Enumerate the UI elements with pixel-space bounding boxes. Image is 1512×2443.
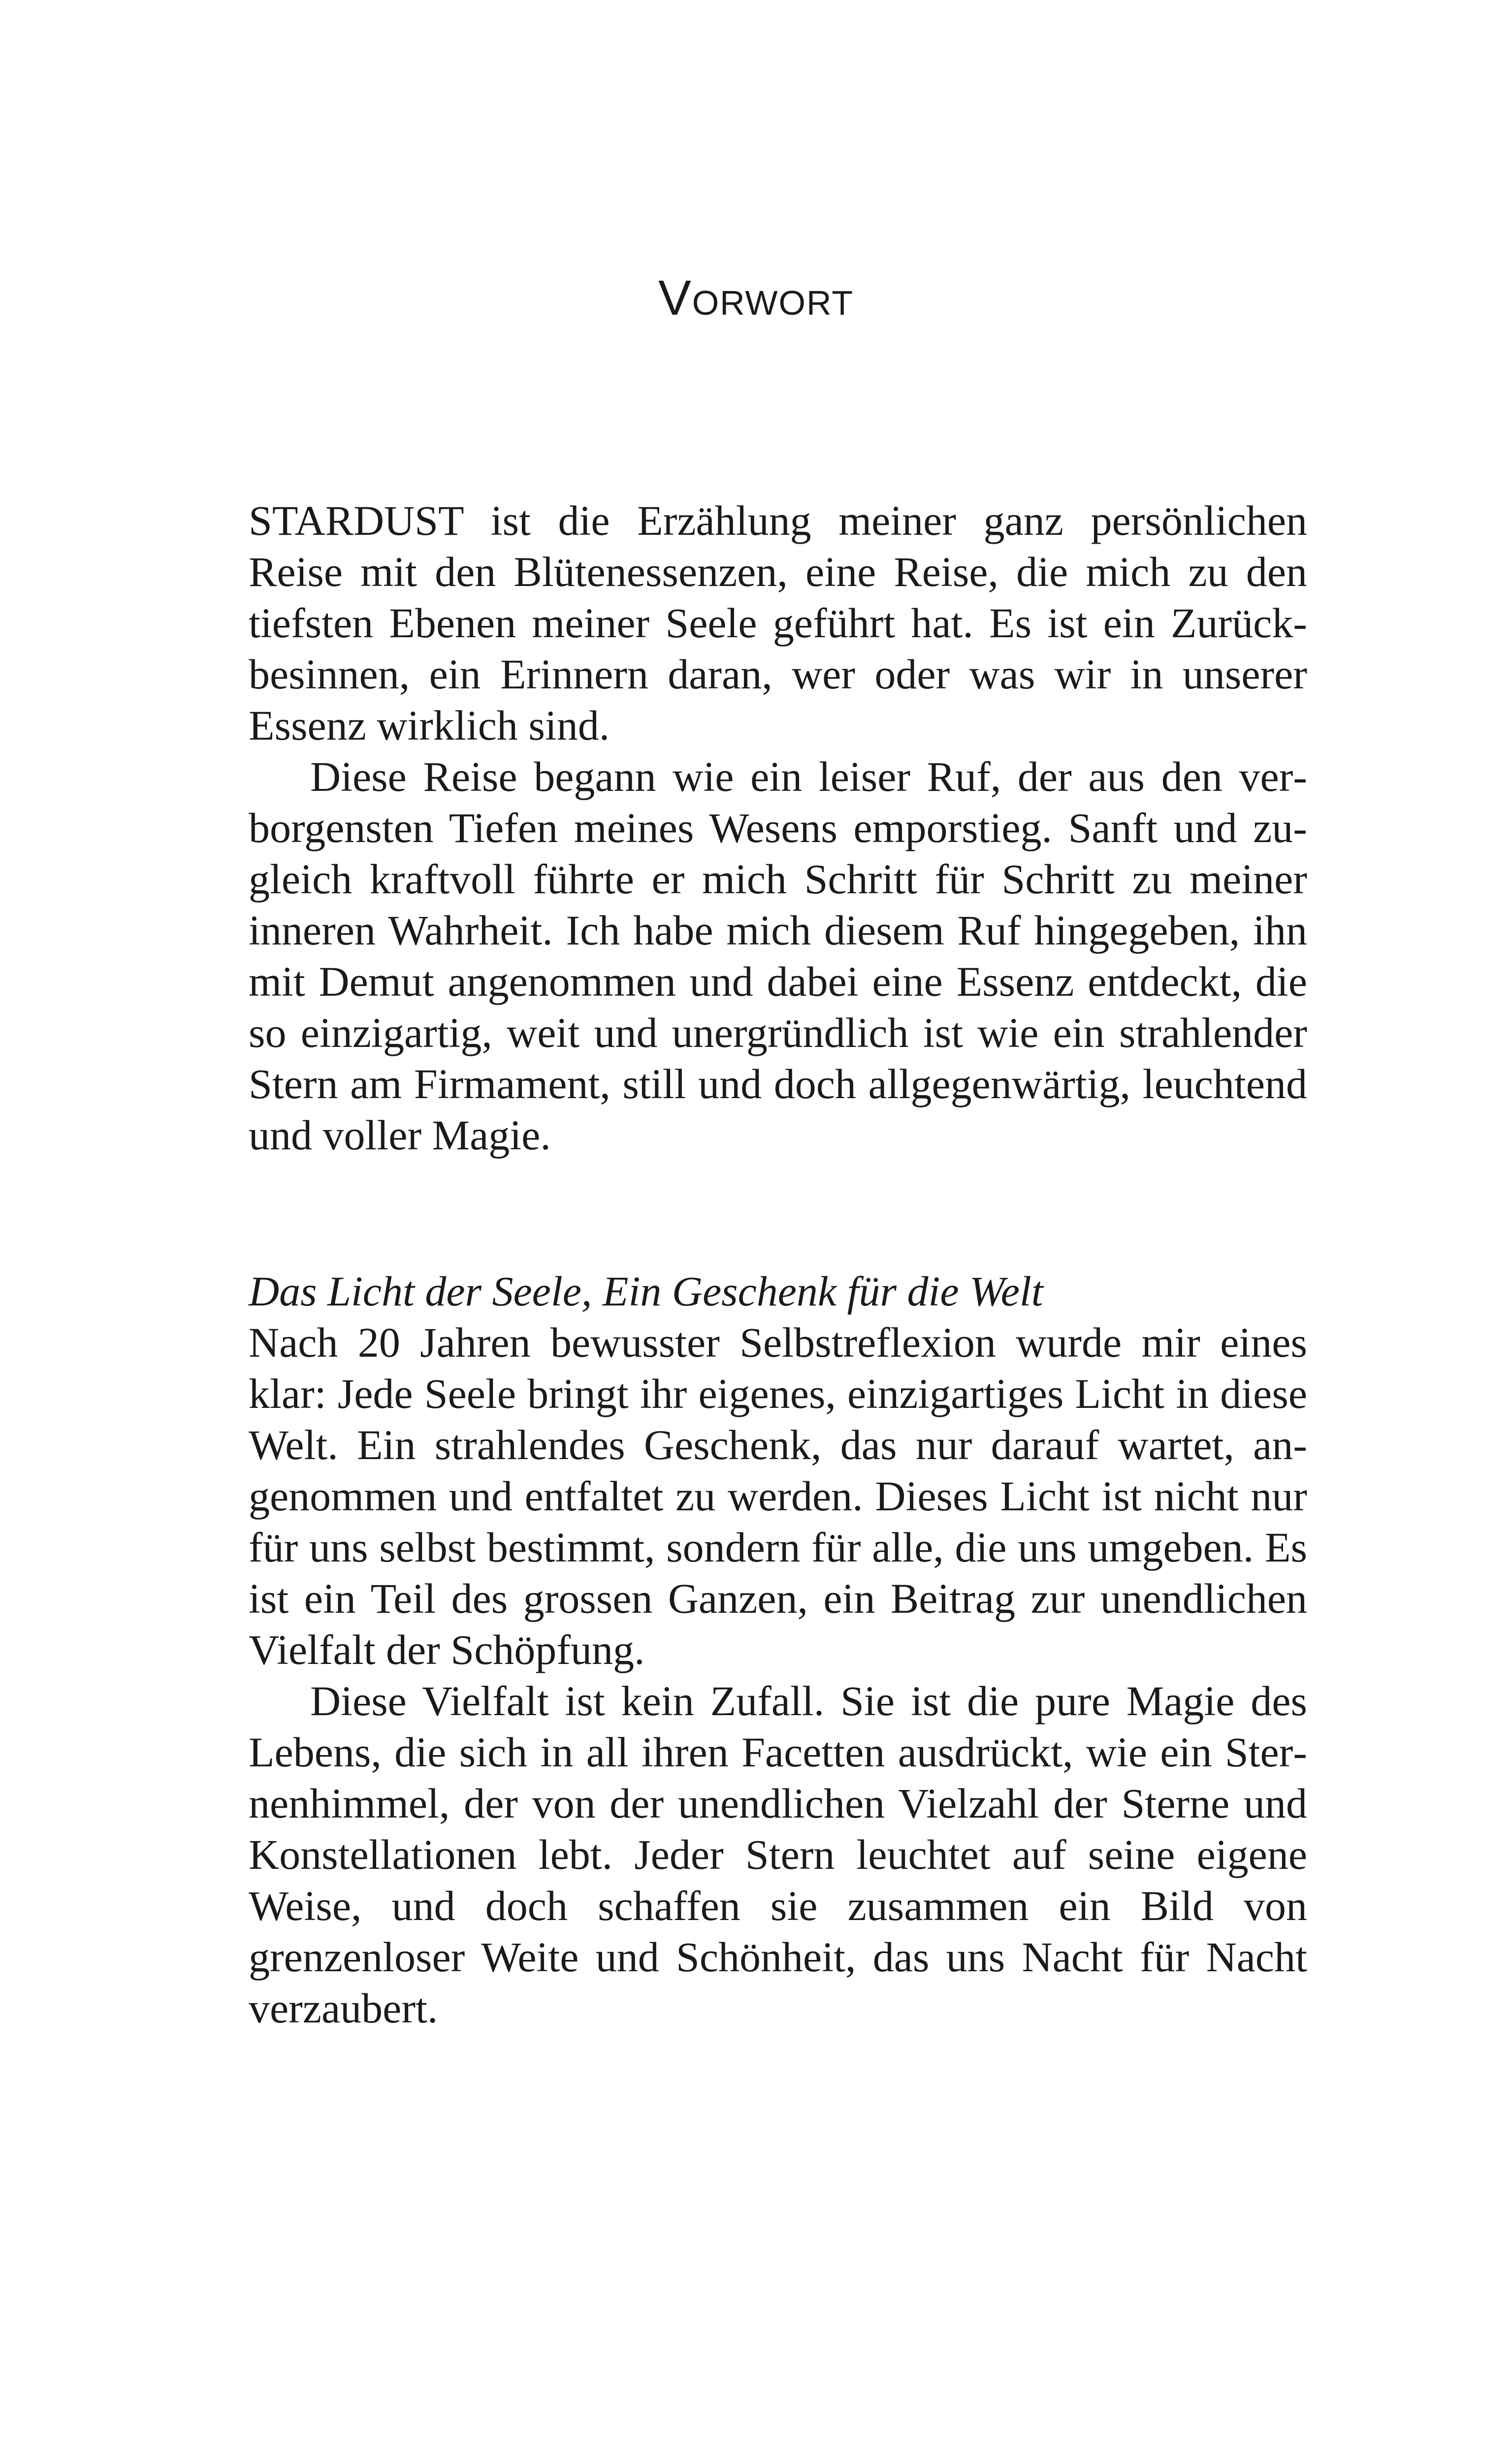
chapter-title: Vorwort [658, 270, 854, 326]
intro-paragraph-2: Diese Reise begann wie ein leiser Ruf, der aus den verborgensten Tiefen meines Wesens emporstieg. Sanft und zugleich kraftvoll führte er mich Schritt für Schritt zu meiner inneren Wahrheit. Ich habe mich diesem Ruf hingegeben, ihn mit Demut angenommen und dabei eine Essenz entdeckt, die so einzigartig, weit und unergründlich ist wie ein strahlender Stern am Firmament, still und doch allgegenwärtig, leuchtend und voller Magie. [249, 753, 1307, 1159]
light-of-soul-section [249, 1266, 1307, 2034]
intro-section [249, 495, 1307, 1161]
section-heading: Das Licht der Seele, Ein Geschenk für die Welt [249, 1268, 1043, 1315]
intro-paragraph-1: STARDUST ist die Erzählung meiner ganz persönlichen Reise mit den Blütenessenzen, eine Reise, die mich zu den tiefsten Ebenen meiner Seele geführt hat. Es ist ein Zurückbesinnen, ein Erinnern daran, wer oder was wir in unserer Essenz wirklich sind. [249, 497, 1307, 749]
section-paragraph-1: Nach 20 Jahren bewusster Selbstreflexion wurde mir eines klar: Jede Seele bringt ihr eigenes, einzigartiges Licht in diese Welt. Ein strahlendes Geschenk, das nur darauf wartet, angenommen und entfaltet zu werden. Dieses Licht ist nicht nur für uns selbst bestimmt, sondern für alle, die uns umgeben. Es ist ein Teil des grossen Ganzen, ein Beitrag zur unendlichen Vielfalt der Schöpfung. [249, 1319, 1307, 1673]
section-paragraph-2: Diese Vielfalt ist kein Zufall. Sie ist die pure Magie des Lebens, die sich in all ihren Facetten ausdrückt, wie ein Sternenhimmel, der von der unendlichen Vielzahl der Sterne und Konstellationen lebt. Jeder Stern leuchtet auf seine eigene Weise, und doch schaffen sie zusammen ein Bild von grenzenloser Weite und Schönheit, das uns Nacht für Nacht verzaubert. [249, 1677, 1307, 2032]
